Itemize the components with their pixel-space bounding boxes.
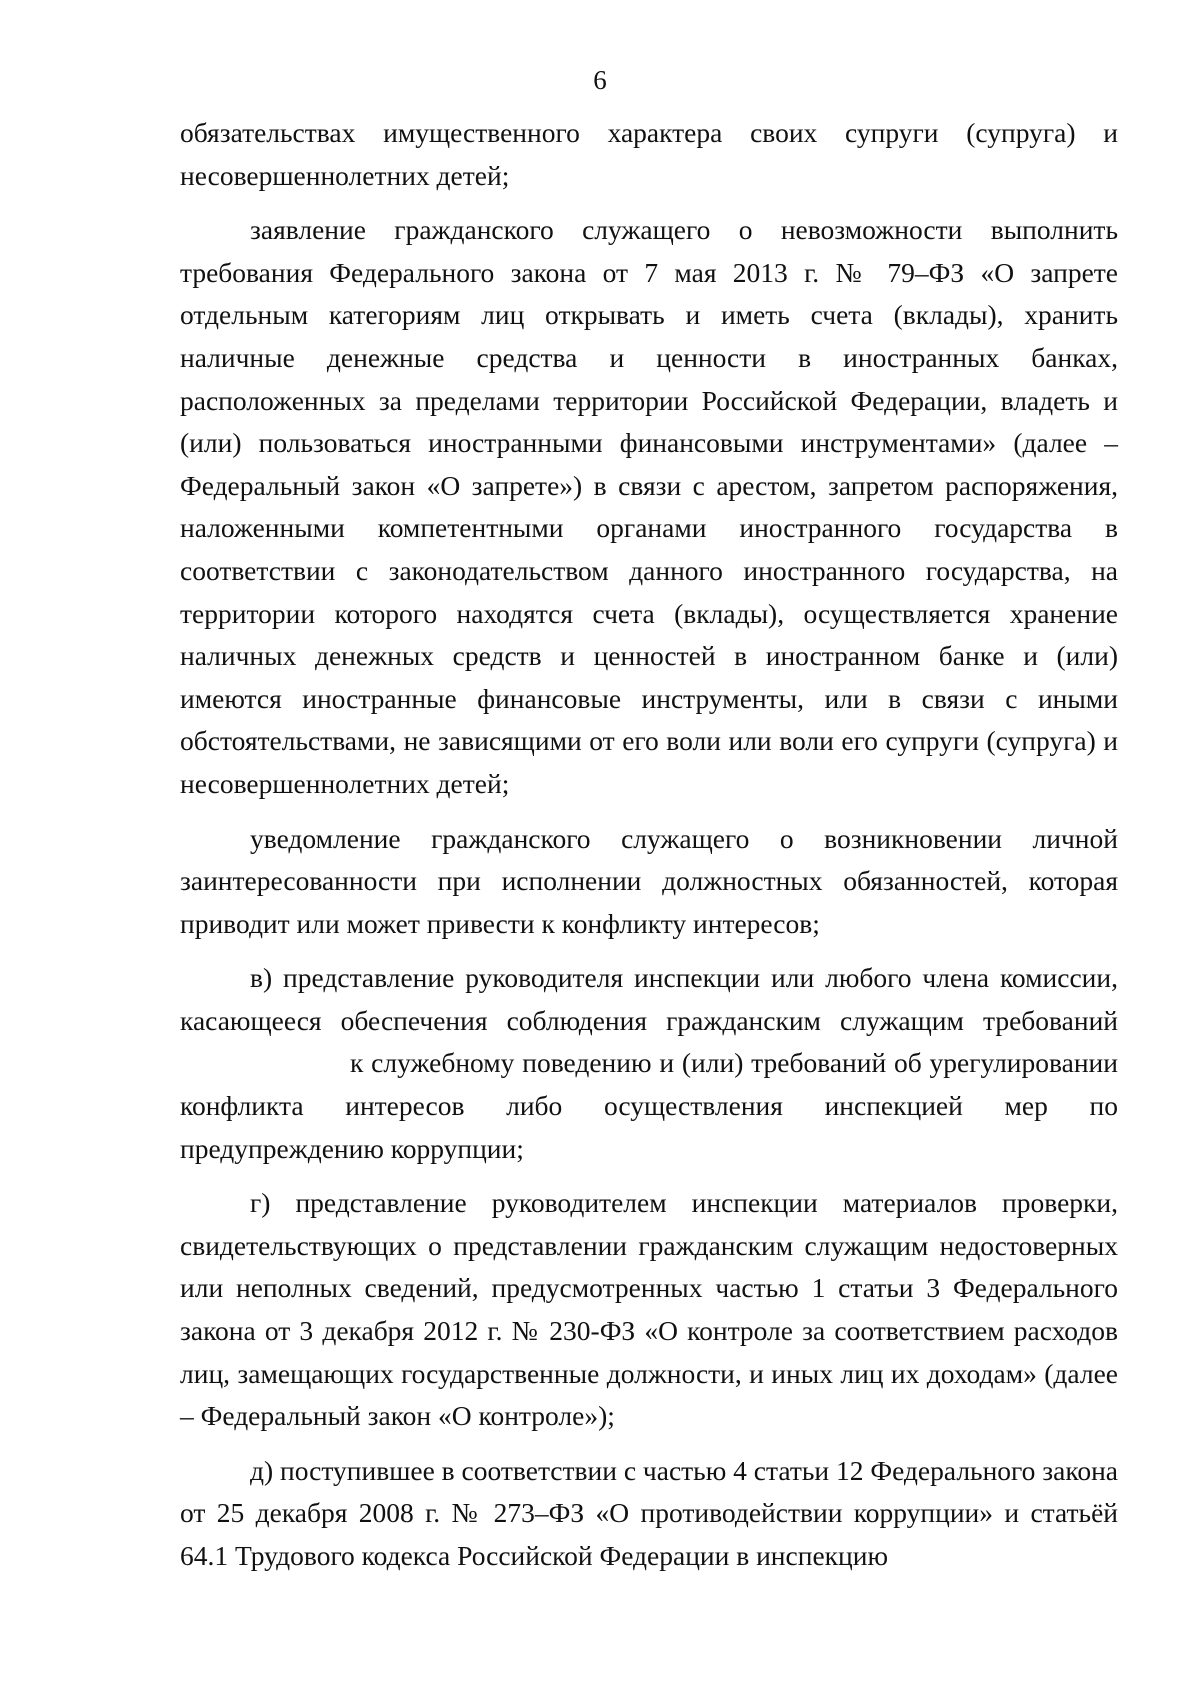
paragraph-continuation: обязательствах имущественного характера своих супруги (супруга) и несовершеннолетних детей; (180, 117, 1118, 191)
paragraph-item-v-part2: к служебному поведению и (или) требований об урегулировании конфликта интересов либо осуществления инспекцией мер по предупреждению коррупции; (180, 1047, 1118, 1164)
paragraph-item-g: г) представление руководителем инспекции материалов проверки, свидетельствующих о представлении гражданским служащим недостоверных или неполных сведений, предусмотренных частью 1 статьи 3 Федерального закона от 3 декабря 2012 г. № 230-ФЗ «О контроле за соответствием расходов лиц, замещающих государственные должности, и иных лиц их доходам» (далее – Федеральный закон «О контроле»); (180, 1187, 1118, 1432)
page-number: 6 (593, 65, 607, 95)
paragraph-item-v (180, 957, 1118, 1170)
paragraph-item-v-part1: в) представление руководителя инспекции или любого члена комиссии, касающееся обеспечения соблюдения гражданским служащим требований (180, 962, 1118, 1036)
paragraph-item-d: д) поступившее в соответствии с частью 4 статьи 12 Федерального закона от 25 декабря 2008 г. № 273–ФЗ «О противодействии коррупции» и статьёй 64.1 Трудового кодекса Российской Федерации в инспекцию (180, 1454, 1118, 1571)
document-body (180, 112, 1118, 1590)
paragraph-statement-impossibility: заявление гражданского служащего о невозможности выполнить требования Федерального закона от 7 мая 2013 г. № 79–ФЗ «О запрете отдельным категориям лиц открывать и иметь счета (вклады), хранить наличные денежные средства и ценности в иностранных банках, расположенных за пределами территории Российской Федерации, владеть и (или) пользоваться иностранными финансовыми инструментами» (далее – Федеральный закон «О запрете») в связи с арестом, запретом распоряжения, наложенными компетентными органами иностранного государства в соответствии с законодательством данного иностранного государства, на территории которого находятся счета (вклады), осуществляется хранение наличных денежных средств и ценностей в иностранном банке и (или) имеются иностранные финансовые инструменты, или в связи с иными обстоятельствами, не зависящими от его воли или воли его супруги (супруга) и несовершеннолетних детей; (180, 214, 1118, 799)
paragraph-notification-interest: уведомление гражданского служащего о возникновении личной заинтересованности при исполнении должностных обязанностей, которая приводит или может привести к конфликту интересов; (180, 822, 1118, 939)
